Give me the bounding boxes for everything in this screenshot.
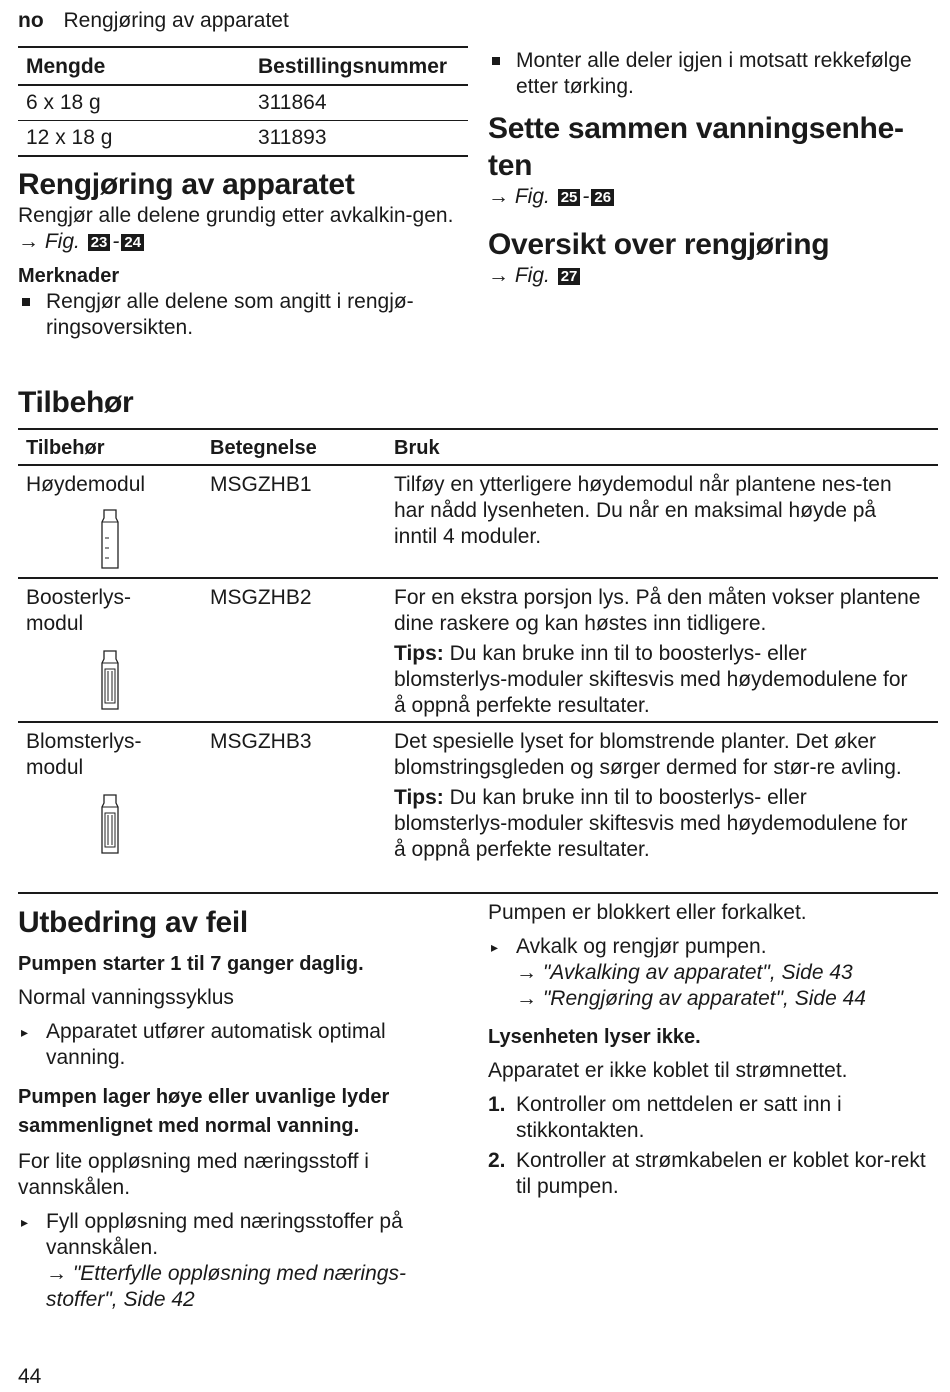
square-bullet-icon [492, 57, 500, 65]
cleaning-title: Rengjøring av apparatet [18, 168, 355, 201]
arrow-icon: → [488, 264, 509, 287]
step-number: 2. [488, 1149, 506, 1172]
use-text: For en ekstra porsjon lys. På den måten vokser plantene dine raskere og kan høstes inn tidligere. [394, 586, 921, 635]
action-item [18, 1019, 458, 1071]
height-module-icon [98, 508, 122, 572]
step-item [488, 1148, 936, 1200]
problem-cause: Pumpen er blokkert eller forkalket. [488, 901, 807, 924]
action-text: Fyll oppløsning med næringsstoffer på vannskålen. [46, 1210, 403, 1259]
note-text: Rengjør alle delene som angitt i rengjø-ringsoversikten. [46, 290, 414, 339]
page-number: 44 [18, 1365, 42, 1388]
problem-cause: Normal vanningssyklus [18, 986, 234, 1009]
accessories-table [18, 428, 938, 894]
accessory-name: Blomsterlys-modul [26, 730, 142, 779]
fig-label: Fig. [44, 230, 80, 253]
accessory-name: Boosterlys-modul [26, 586, 132, 635]
overview-title: Oversikt over rengjøring [488, 228, 830, 261]
fig-separator: - [112, 230, 120, 253]
fig-number: 25 [558, 189, 581, 206]
order-cell: 311864 [250, 85, 468, 121]
cleaning-section [18, 166, 458, 341]
tips-paragraph [394, 785, 924, 863]
accessory-code: MSGZHB3 [210, 730, 312, 753]
fig-separator: - [582, 185, 590, 208]
reference-text: "Avkalking av apparatet", Side 43 [542, 961, 853, 984]
order-table [18, 46, 468, 157]
note-item [18, 289, 458, 341]
header-use: Bruk [394, 437, 440, 459]
action-text: Avkalk og rengjør pumpen. [516, 935, 767, 958]
reassemble-item [488, 48, 933, 100]
fig-number: 27 [558, 268, 581, 285]
language-code: no [18, 9, 44, 32]
triangle-bullet-icon: ▸ [21, 1024, 29, 1040]
accessories-title: Tilbehør [18, 386, 134, 419]
cross-reference [516, 986, 936, 1012]
triangle-bullet-icon: ▸ [21, 1214, 29, 1230]
reference-text: "Rengjøring av apparatet", Side 44 [542, 987, 866, 1010]
cross-reference [516, 960, 936, 986]
tips-text: Du kan bruke inn til to boosterlys- eller blomsterlys-moduler skiftesvis med høydemodulene for å oppnå perfekte resultater. [394, 642, 908, 717]
cleaning-fig-ref [18, 229, 458, 255]
header-designation: Betegnelse [210, 437, 317, 459]
problem-title: Pumpen starter 1 til 7 ganger daglig. [18, 953, 364, 975]
step-text: Kontroller om nettdelen er satt inn i stikkontakten. [516, 1093, 842, 1142]
accessory-code: MSGZHB2 [210, 586, 312, 609]
problem-cause: Apparatet er ikke koblet til strømnettet. [488, 1059, 848, 1082]
action-item [488, 934, 936, 1012]
arrow-icon: → [516, 987, 537, 1010]
tips-paragraph [394, 641, 924, 719]
header-title: Rengjøring av apparatet [63, 9, 289, 32]
reference-text: "Etterfylle oppløsning med nærings-stoffer", Side 42 [46, 1262, 406, 1311]
arrow-icon: → [488, 185, 509, 208]
reassemble-text: Monter alle deler igjen i motsatt rekkefølge etter tørking. [516, 49, 912, 98]
problem-title: Pumpen lager høye eller uvanlige lyder sammenlignet med normal vanning. [18, 1086, 390, 1137]
problem-cause: For lite oppløsning med næringsstoff i vannskålen. [18, 1150, 369, 1199]
action-text: Apparatet utfører automatisk optimal vanning. [46, 1020, 386, 1069]
fig-number: 24 [121, 234, 144, 251]
action-item [18, 1209, 458, 1313]
order-header-quantity: Mengde [18, 47, 250, 85]
arrow-icon: → [46, 1262, 67, 1285]
arrow-icon: → [516, 961, 537, 984]
assemble-title: Sette sammen vanningsenhe-ten [488, 112, 904, 182]
use-text: Tilføy en ytterligere høydemodul når plantene nes-ten har nådd lysenheten. Du når en maksimal høyde på inntil 4 moduler. [394, 473, 892, 548]
order-cell: 311893 [250, 121, 468, 157]
cleaning-text: Rengjør alle delene grundig etter avkalkin-gen. [18, 204, 454, 227]
accessory-row [18, 723, 938, 894]
troubleshooting-title: Utbedring av feil [18, 906, 248, 939]
triangle-bullet-icon: ▸ [491, 939, 499, 955]
accessory-row [18, 579, 938, 723]
accessory-name: Høydemodul [26, 473, 146, 496]
order-cell: 12 x 18 g [18, 121, 250, 157]
use-text: Det spesielle lyset for blomstrende planter. Det øker blomstringsgleden og sørger dermed for stør-re avling. [394, 730, 902, 779]
accessories-header-row [18, 428, 938, 466]
arrow-icon: → [18, 230, 39, 253]
assemble-fig-ref [488, 184, 933, 210]
fig-number: 23 [88, 234, 111, 251]
troubleshooting-right [488, 900, 936, 1200]
notes-title: Merknader [18, 265, 120, 287]
running-header [18, 8, 289, 34]
fig-number: 26 [591, 189, 614, 206]
order-header-number: Bestillingsnummer [250, 47, 468, 85]
order-cell: 6 x 18 g [18, 85, 250, 121]
tips-label: Tips: [394, 642, 444, 665]
problem-title: Lysenheten lyser ikke. [488, 1026, 701, 1048]
flower-light-module-icon [98, 793, 122, 857]
overview-fig-ref [488, 263, 933, 289]
header-accessory: Tilbehør [26, 437, 105, 459]
troubleshooting-left [18, 904, 458, 1313]
fig-label: Fig. [514, 264, 550, 287]
step-text: Kontroller at strømkabelen er koblet kor-rekt til pumpen. [516, 1149, 926, 1198]
cross-reference [46, 1261, 458, 1313]
tips-text: Du kan bruke inn til to boosterlys- eller blomsterlys-moduler skiftesvis med høydemodulene for å oppnå perfekte resultater. [394, 786, 908, 861]
booster-light-module-icon [98, 649, 122, 713]
accessory-use [394, 472, 924, 550]
accessory-row [18, 466, 938, 579]
right-top-column [488, 48, 933, 289]
accessory-use [394, 729, 924, 863]
square-bullet-icon [22, 298, 30, 306]
step-item [488, 1092, 936, 1144]
tips-label: Tips: [394, 786, 444, 809]
step-number: 1. [488, 1093, 506, 1116]
fig-label: Fig. [514, 185, 550, 208]
accessory-use [394, 585, 924, 719]
accessory-code: MSGZHB1 [210, 473, 312, 496]
